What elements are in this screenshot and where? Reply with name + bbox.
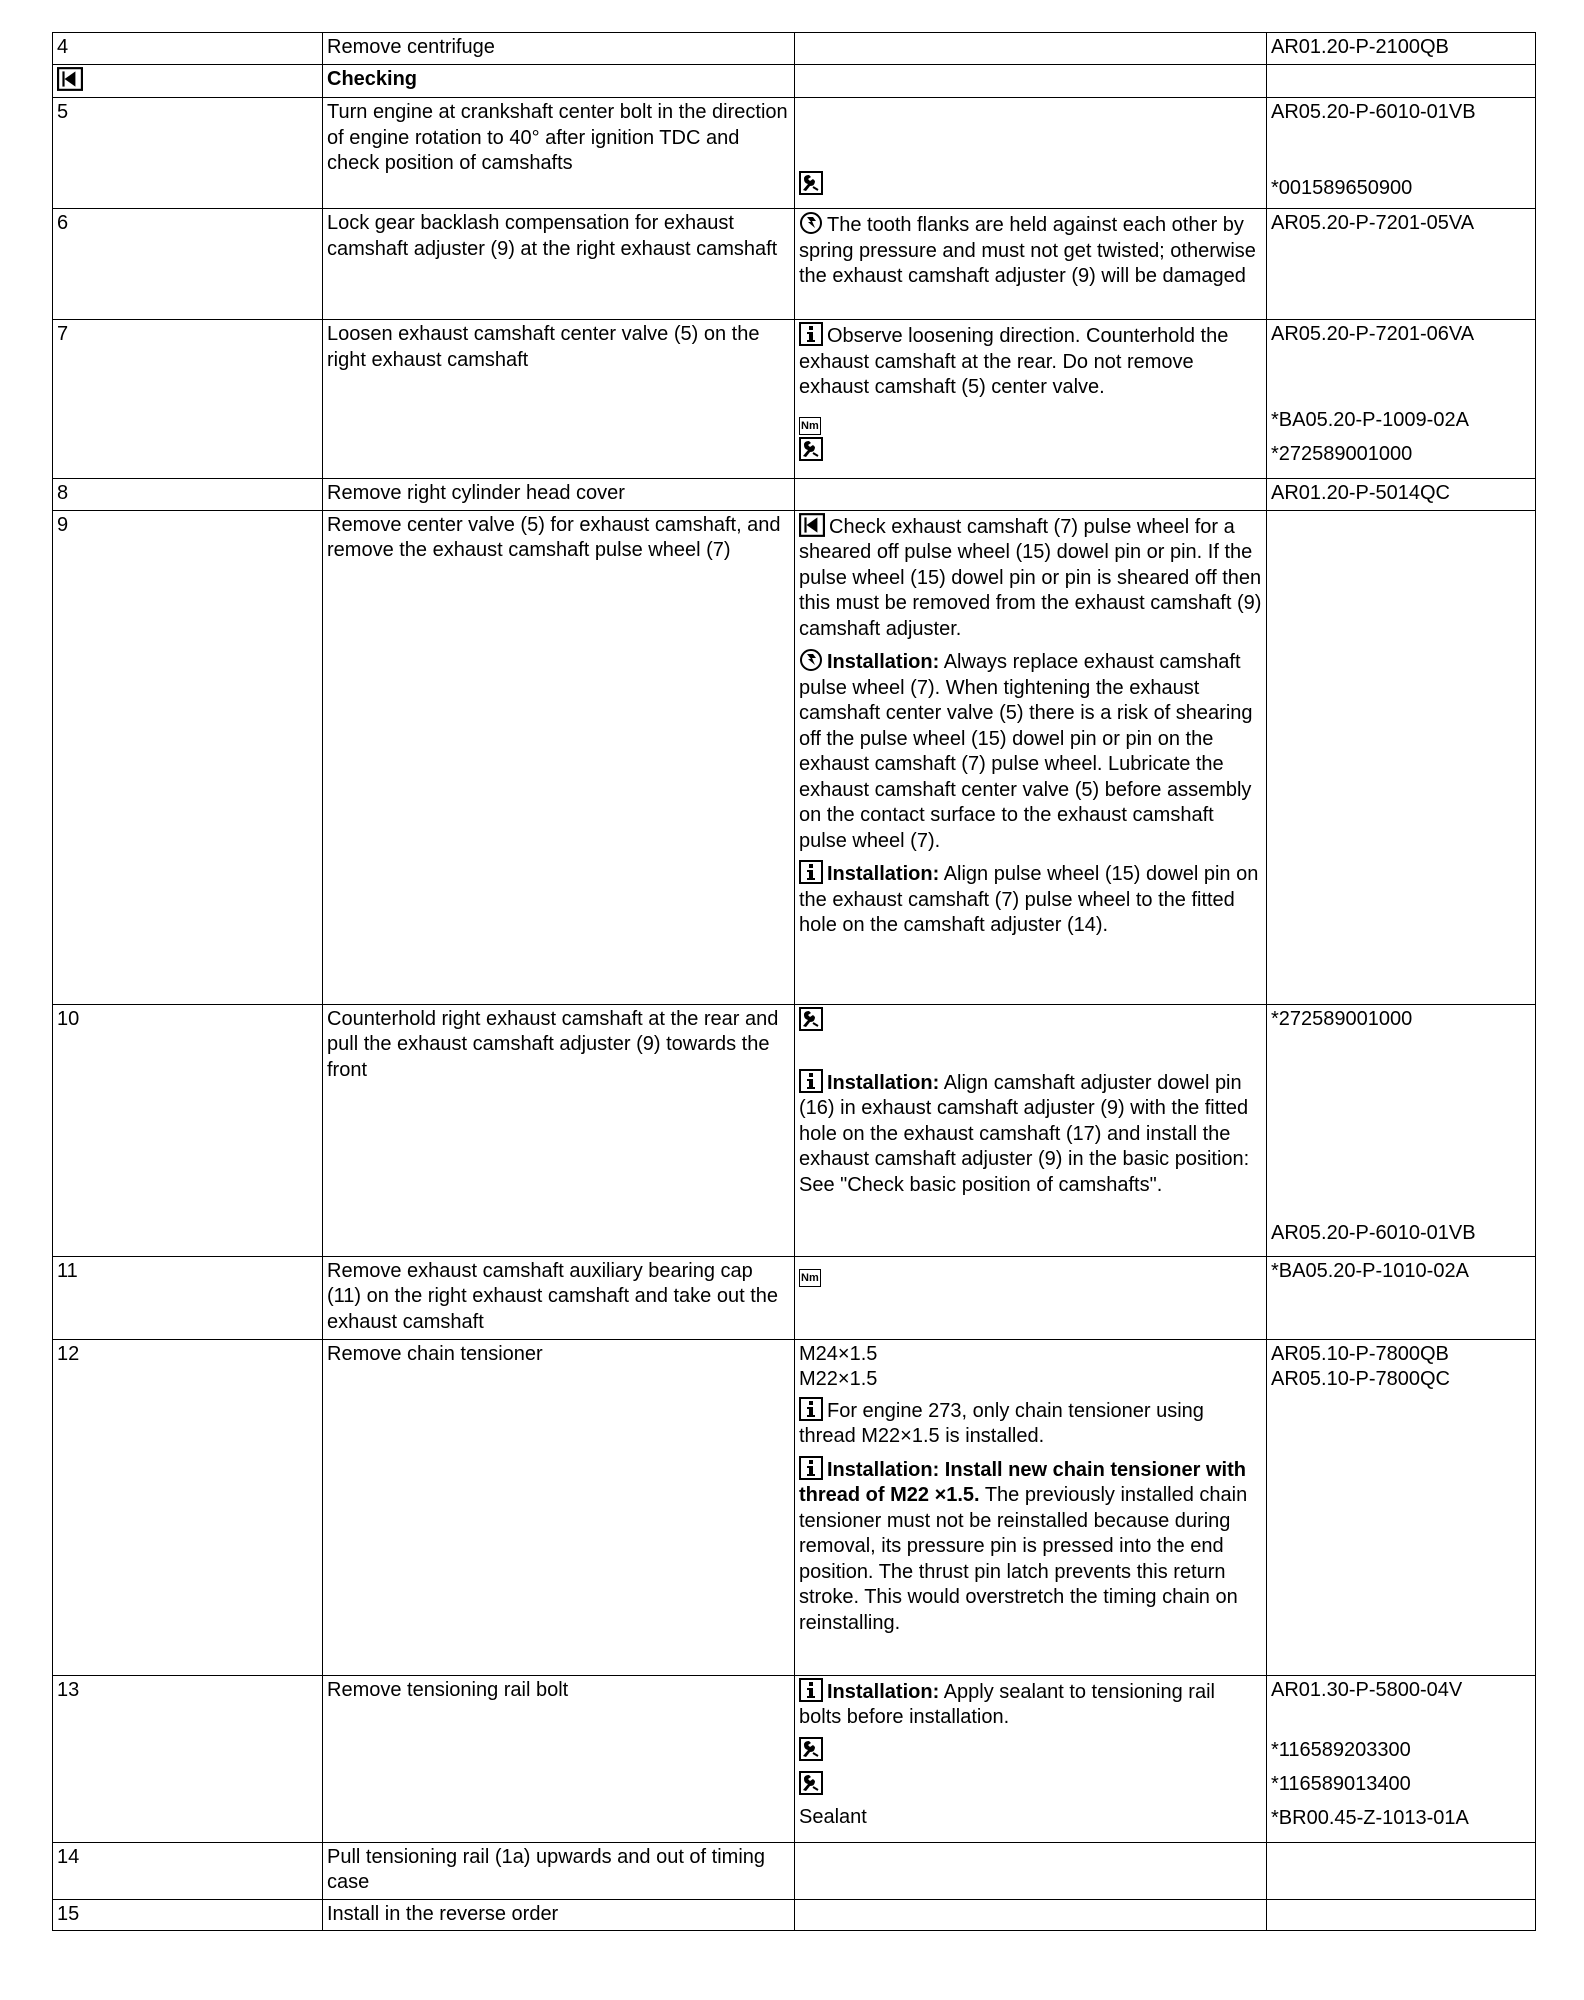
step-action: Remove right cylinder head cover — [323, 479, 795, 511]
special-tool-icon — [799, 171, 823, 195]
note-text: For engine 273, only chain tensioner using thread M22×1.5 is installed. — [799, 1399, 1204, 1447]
note-text: Align camshaft adjuster dowel pin (16) in exhaust camshaft adjuster (9) with the fitted hole on the exhaust camshaft (17) and install the exhaust camshaft adjuster (9) in the basic position: — [799, 1071, 1250, 1170]
step-notes — [795, 1842, 1267, 1899]
step-reference — [1267, 1339, 1536, 1675]
torque-nm-icon: Nm — [799, 417, 821, 435]
note-text: Always replace exhaust camshaft pulse wheel (7). When tightening the exhaust camshaft center valve (5) there is a risk of shearing off the pulse wheel (15) dowel pin or pin on the exhaust camshaft (7) pulse wheel. Lubricate the exhaust camshaft center valve (5) before assembly on the contact surface to the exhaust camshaft pulse wheel (7). — [799, 651, 1253, 852]
note-text: The tooth flanks are held against each other by spring pressure and must not get twisted; otherwise the exhaust camshaft adjuster (9) will be damaged — [799, 214, 1256, 287]
note-label: Installation: — [827, 1680, 940, 1703]
tool-number: *001589650900 — [1271, 176, 1413, 199]
repair-procedure-document — [52, 32, 1535, 1931]
step-action: Remove centrifuge — [323, 33, 795, 65]
tool-number: *272589001000 — [1271, 443, 1413, 465]
table-row — [53, 64, 1536, 98]
step-notes — [795, 1675, 1267, 1842]
step-notes — [795, 510, 1267, 1004]
table-row — [53, 1675, 1536, 1842]
reference-code: AR05.20-P-6010-01VB — [1271, 1222, 1476, 1244]
step-reference: *BA05.20-P-1010-02A — [1267, 1256, 1536, 1339]
step-number: 6 — [53, 209, 323, 320]
sealant-label: Sealant — [799, 1805, 867, 1828]
note-text: Apply sealant to tensioning rail bolts before installation. — [799, 1680, 1215, 1728]
step-action: Remove tensioning rail bolt — [323, 1675, 795, 1842]
step-action: Checking — [323, 64, 795, 98]
note-text: Check exhaust camshaft (7) pulse wheel for a sheared off pulse wheel (15) dowel pin or pin. If the pulse wheel (15) dowel pin or pin is sheared off then this must be removed from the exhaust camshaft (9) camshaft adjuster. — [799, 515, 1262, 640]
step-action: Install in the reverse order — [323, 1899, 795, 1931]
step-reference — [1267, 1842, 1536, 1899]
info-icon — [799, 1069, 823, 1093]
step-notes — [795, 1339, 1267, 1675]
note-label: Installation: Install new chain tensioner with thread of M22 ×1.5. — [799, 1458, 1246, 1506]
thread-size: M22×1.5 — [799, 1368, 878, 1390]
step-notes — [795, 98, 1267, 209]
step-action: Lock gear backlash compensation for exhaust camshaft adjuster (9) at the right exhaust camshaft — [323, 209, 795, 320]
thread-size: M24×1.5 — [799, 1342, 878, 1365]
see-reference-text: See "Check basic position of camshafts". — [799, 1173, 1163, 1196]
table-row — [53, 320, 1536, 479]
step-number: 10 — [53, 1004, 323, 1256]
step-notes — [795, 320, 1267, 479]
note-text: The previously installed chain tensioner must not be reinstalled because during removal, its pressure pin is pressed into the end position. The thrust pin latch prevents this return stroke. This would overstretch the timing chain on reinstalling. — [799, 1484, 1248, 1634]
table-row — [53, 209, 1536, 320]
step-reference — [1267, 320, 1536, 479]
reference-code: AR05.10-P-7800QB — [1271, 1342, 1449, 1365]
procedure-table — [52, 32, 1536, 1931]
step-reference: AR05.20-P-7201-05VA — [1267, 209, 1536, 320]
tool-number: *116589203300 — [1271, 1739, 1411, 1761]
table-row — [53, 1842, 1536, 1899]
step-notes — [795, 1256, 1267, 1339]
table-row — [53, 1339, 1536, 1675]
table-row — [53, 510, 1536, 1004]
info-icon — [799, 1678, 823, 1702]
step-action: Remove chain tensioner — [323, 1339, 795, 1675]
special-tool-icon — [799, 1771, 823, 1795]
info-icon — [799, 1397, 823, 1421]
step-reference — [1267, 64, 1536, 98]
step-notes — [795, 64, 1267, 98]
step-number: 8 — [53, 479, 323, 511]
info-icon — [799, 322, 823, 346]
step-number: 11 — [53, 1256, 323, 1339]
danger-icon — [799, 648, 823, 672]
step-notes — [795, 479, 1267, 511]
step-action: Remove center valve (5) for exhaust camshaft, and remove the exhaust camshaft pulse wheel (7) — [323, 510, 795, 1004]
tool-number: *116589013400 — [1271, 1773, 1411, 1795]
step-notes — [795, 33, 1267, 65]
step-number: 4 — [53, 33, 323, 65]
special-tool-icon — [799, 1007, 823, 1031]
table-row — [53, 1899, 1536, 1931]
special-tool-icon — [799, 437, 823, 461]
step-action: Loosen exhaust camshaft center valve (5) on the right exhaust camshaft — [323, 320, 795, 479]
info-icon — [799, 860, 823, 884]
step-reference — [1267, 98, 1536, 209]
reference-code: AR05.20-P-6010-01VB — [1271, 101, 1476, 123]
table-row — [53, 479, 1536, 511]
note-text: Align pulse wheel (15) dowel pin on the exhaust camshaft (7) pulse wheel to the fitted hole on the camshaft adjuster (14). — [799, 863, 1259, 936]
step-action: Pull tensioning rail (1a) upwards and out of timing case — [323, 1842, 795, 1899]
step-action: Counterhold right exhaust camshaft at the rear and pull the exhaust camshaft adjuster (9) towards the front — [323, 1004, 795, 1256]
step-reference: AR01.20-P-2100QB — [1267, 33, 1536, 65]
step-reference: AR01.20-P-5014QC — [1267, 479, 1536, 511]
step-reference — [1267, 1675, 1536, 1842]
step-number: 5 — [53, 98, 323, 209]
step-notes — [795, 1899, 1267, 1931]
step-number: 15 — [53, 1899, 323, 1931]
step-notes — [795, 1004, 1267, 1256]
material-reference: *BR00.45-Z-1013-01A — [1271, 1807, 1469, 1829]
reference-code: AR01.30-P-5800-04V — [1271, 1678, 1463, 1701]
step-number: 7 — [53, 320, 323, 479]
torque-nm-icon: Nm — [799, 1269, 821, 1287]
step-number: 13 — [53, 1675, 323, 1842]
reference-code: AR05.10-P-7800QC — [1271, 1368, 1450, 1390]
step-notes — [795, 209, 1267, 320]
table-row — [53, 33, 1536, 65]
step-number: 12 — [53, 1339, 323, 1675]
table-row — [53, 1256, 1536, 1339]
step-number: 9 — [53, 510, 323, 1004]
step-reference — [1267, 1899, 1536, 1931]
special-tool-icon — [799, 1737, 823, 1761]
danger-icon — [799, 211, 823, 235]
step-number — [53, 64, 323, 98]
table-row — [53, 1004, 1536, 1256]
tool-number: *272589001000 — [1271, 1007, 1413, 1030]
reference-code: AR05.20-P-7201-06VA — [1271, 323, 1475, 345]
note-label: Installation: — [827, 651, 940, 673]
check-flag-icon — [799, 513, 825, 537]
step-number: 14 — [53, 1842, 323, 1899]
table-row — [53, 98, 1536, 209]
torque-reference: *BA05.20-P-1009-02A — [1271, 408, 1469, 431]
step-action: Remove exhaust camshaft auxiliary bearing cap (11) on the right exhaust camshaft and take out the exhaust camshaft — [323, 1256, 795, 1339]
note-text: Observe loosening direction. Counterhold the exhaust camshaft at the rear. Do not remove exhaust camshaft (5) center valve. — [799, 325, 1229, 398]
info-icon — [799, 1456, 823, 1480]
note-label: Installation: — [827, 1071, 940, 1094]
step-reference — [1267, 510, 1536, 1004]
step-action: Turn engine at crankshaft center bolt in the direction of engine rotation to 40° after ignition TDC and check position of camshafts — [323, 98, 795, 209]
note-label: Installation: — [827, 863, 940, 885]
check-flag-icon — [57, 67, 83, 91]
step-reference — [1267, 1004, 1536, 1256]
